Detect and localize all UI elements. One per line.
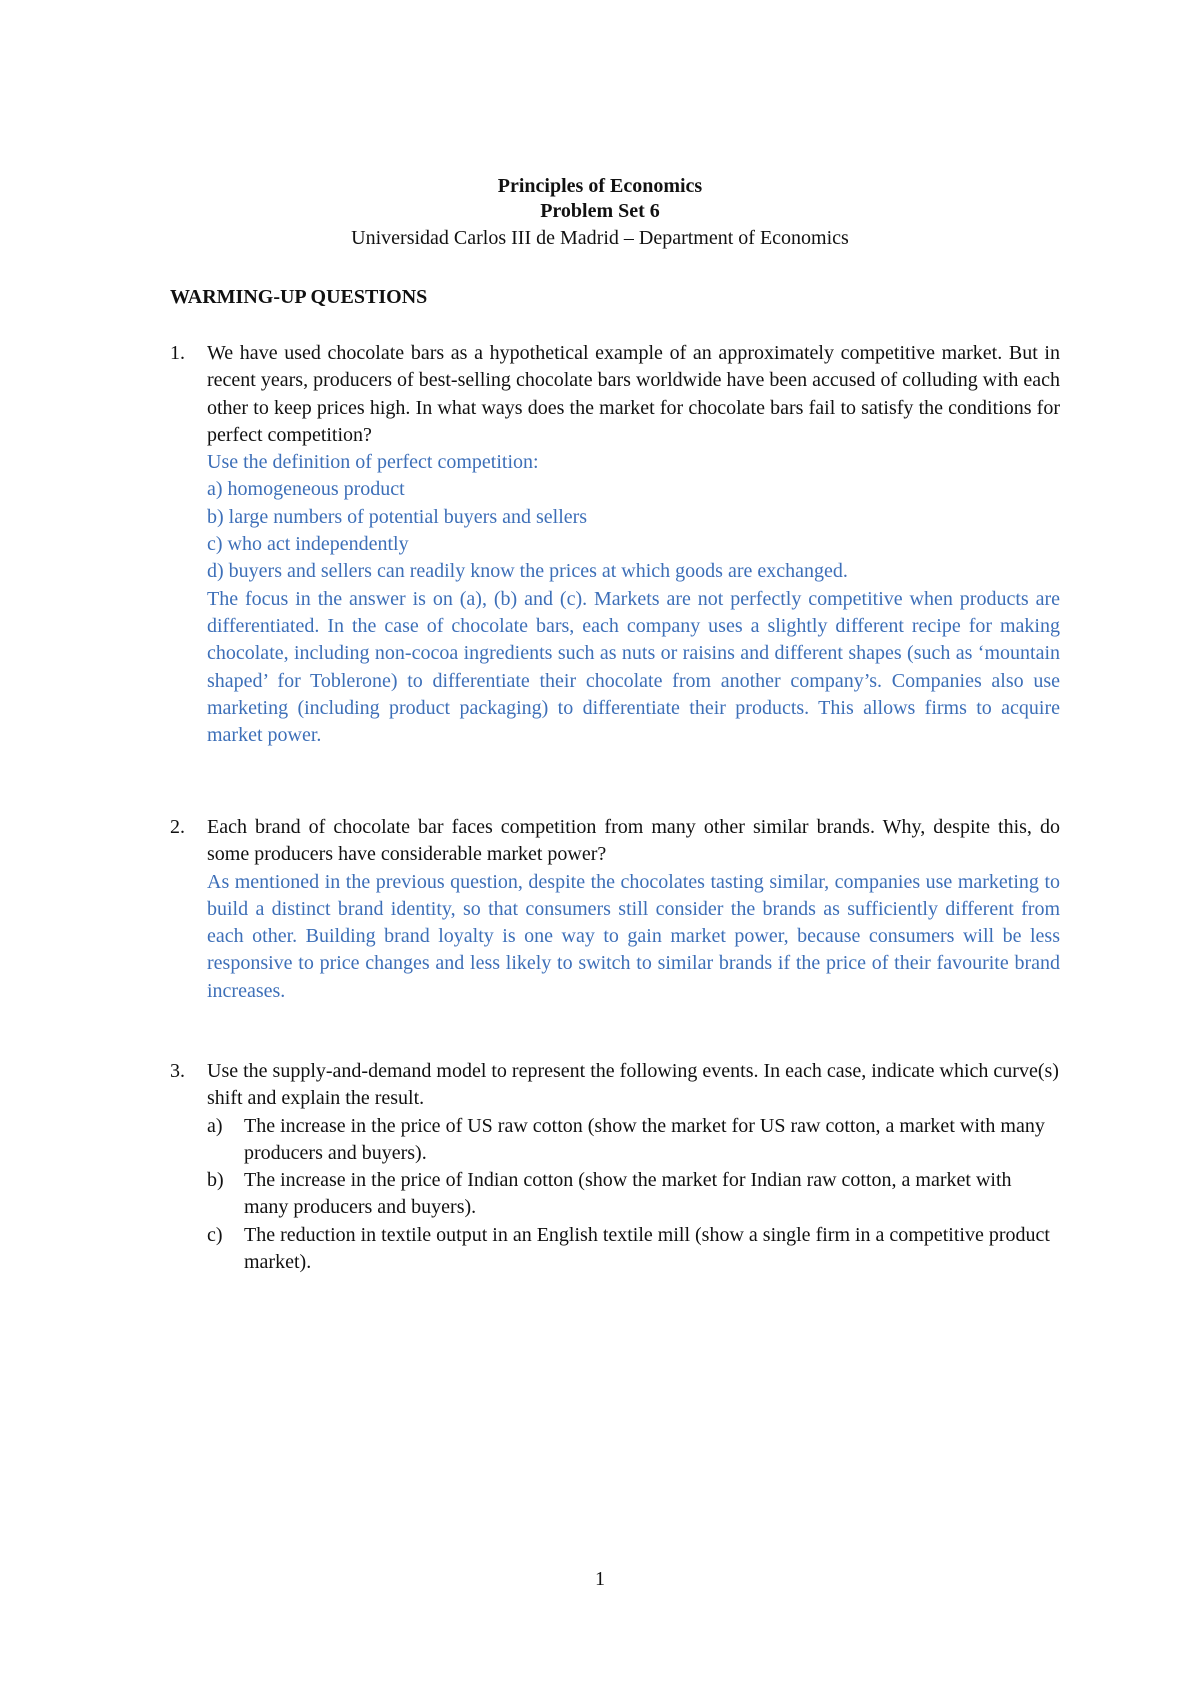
question-number: 1. xyxy=(170,342,185,364)
question-number: 3. xyxy=(170,1060,185,1082)
condition-item: a) homogeneous product xyxy=(207,478,405,501)
document-header xyxy=(0,174,1200,252)
question-text: We have used chocolate bars as a hypothetical example of an approximately competitive market. But in recent years, producers of best-selling chocolate bars worldwide have been accused of colluding with each other to keep prices high. In what ways does the market for chocolate bars fail to satisfy the conditions for perfect competition? xyxy=(207,342,1060,446)
question-text: Each brand of chocolate bar faces competition from many other similar brands. Why, despite this, do some producers have considerable market power? xyxy=(207,816,1060,866)
document-title: Principles of Economics xyxy=(497,175,703,197)
question-1 xyxy=(170,340,1060,749)
question-3 xyxy=(170,1058,1060,1276)
page-number: 1 xyxy=(595,1568,605,1590)
sub-question xyxy=(207,1113,1060,1168)
question-body xyxy=(207,1058,1060,1113)
sub-question-letter: c) xyxy=(207,1223,223,1246)
question-2 xyxy=(170,814,1060,1005)
sub-question-text: The increase in the price of US raw cotton (show the market for US raw cotton, a market with many producers and buyers). xyxy=(244,1114,1045,1164)
answer-text: As mentioned in the previous question, despite the chocolates tasting similar, companies use marketing to build a distinct brand identity, so that consumers still consider the brands as sufficiently different from each other. Building brand loyalty is one way to gain market power, because consumers will be less responsive to price changes and less likely to switch to similar brands if the price of their favourite brand increases. xyxy=(207,870,1060,1002)
condition-item: d) buyers and sellers can readily know the prices at which goods are exchanged. xyxy=(207,560,848,583)
sub-question-list xyxy=(207,1113,1060,1277)
sub-question-letter: a) xyxy=(207,1114,223,1137)
answer-text: The focus in the answer is on (a), (b) and (c). Markets are not perfectly competitive when products are differentiated. In the case of chocolate bars, each company uses a slightly different recipe for making chocolate, including non-cocoa ingredients such as nuts or raisins and different shapes (such as ‘mountain shaped’ for Toblerone) to differentiate their chocolate from another company’s. Companies also use marketing (including product packaging) to differentiate their products. This allows firms to acquire market power. xyxy=(207,587,1060,747)
sub-question xyxy=(207,1222,1060,1277)
sub-question-text: The increase in the price of Indian cotton (show the market for Indian raw cotton, a market with many producers and buyers). xyxy=(244,1169,1012,1219)
sub-question-letter: b) xyxy=(207,1169,224,1192)
question-body xyxy=(207,340,1060,749)
question-body xyxy=(207,814,1060,1005)
condition-item: c) who act independently xyxy=(207,533,409,556)
section-heading: WARMING-UP QUESTIONS xyxy=(170,286,428,308)
institution-line: Universidad Carlos III de Madrid – Department of Economics xyxy=(351,227,849,249)
sub-question-text: The reduction in textile output in an English textile mill (show a single firm in a competitive product market). xyxy=(244,1223,1050,1274)
condition-item: b) large numbers of potential buyers and sellers xyxy=(207,505,588,528)
answer-intro: Use the definition of perfect competition: xyxy=(207,451,539,474)
question-number: 2. xyxy=(170,816,185,838)
sub-question xyxy=(207,1167,1060,1222)
question-text: Use the supply-and-demand model to represent the following events. In each case, indicate which curve(s) shift and explain the result. xyxy=(207,1060,1059,1110)
problem-set-label: Problem Set 6 xyxy=(540,200,660,222)
